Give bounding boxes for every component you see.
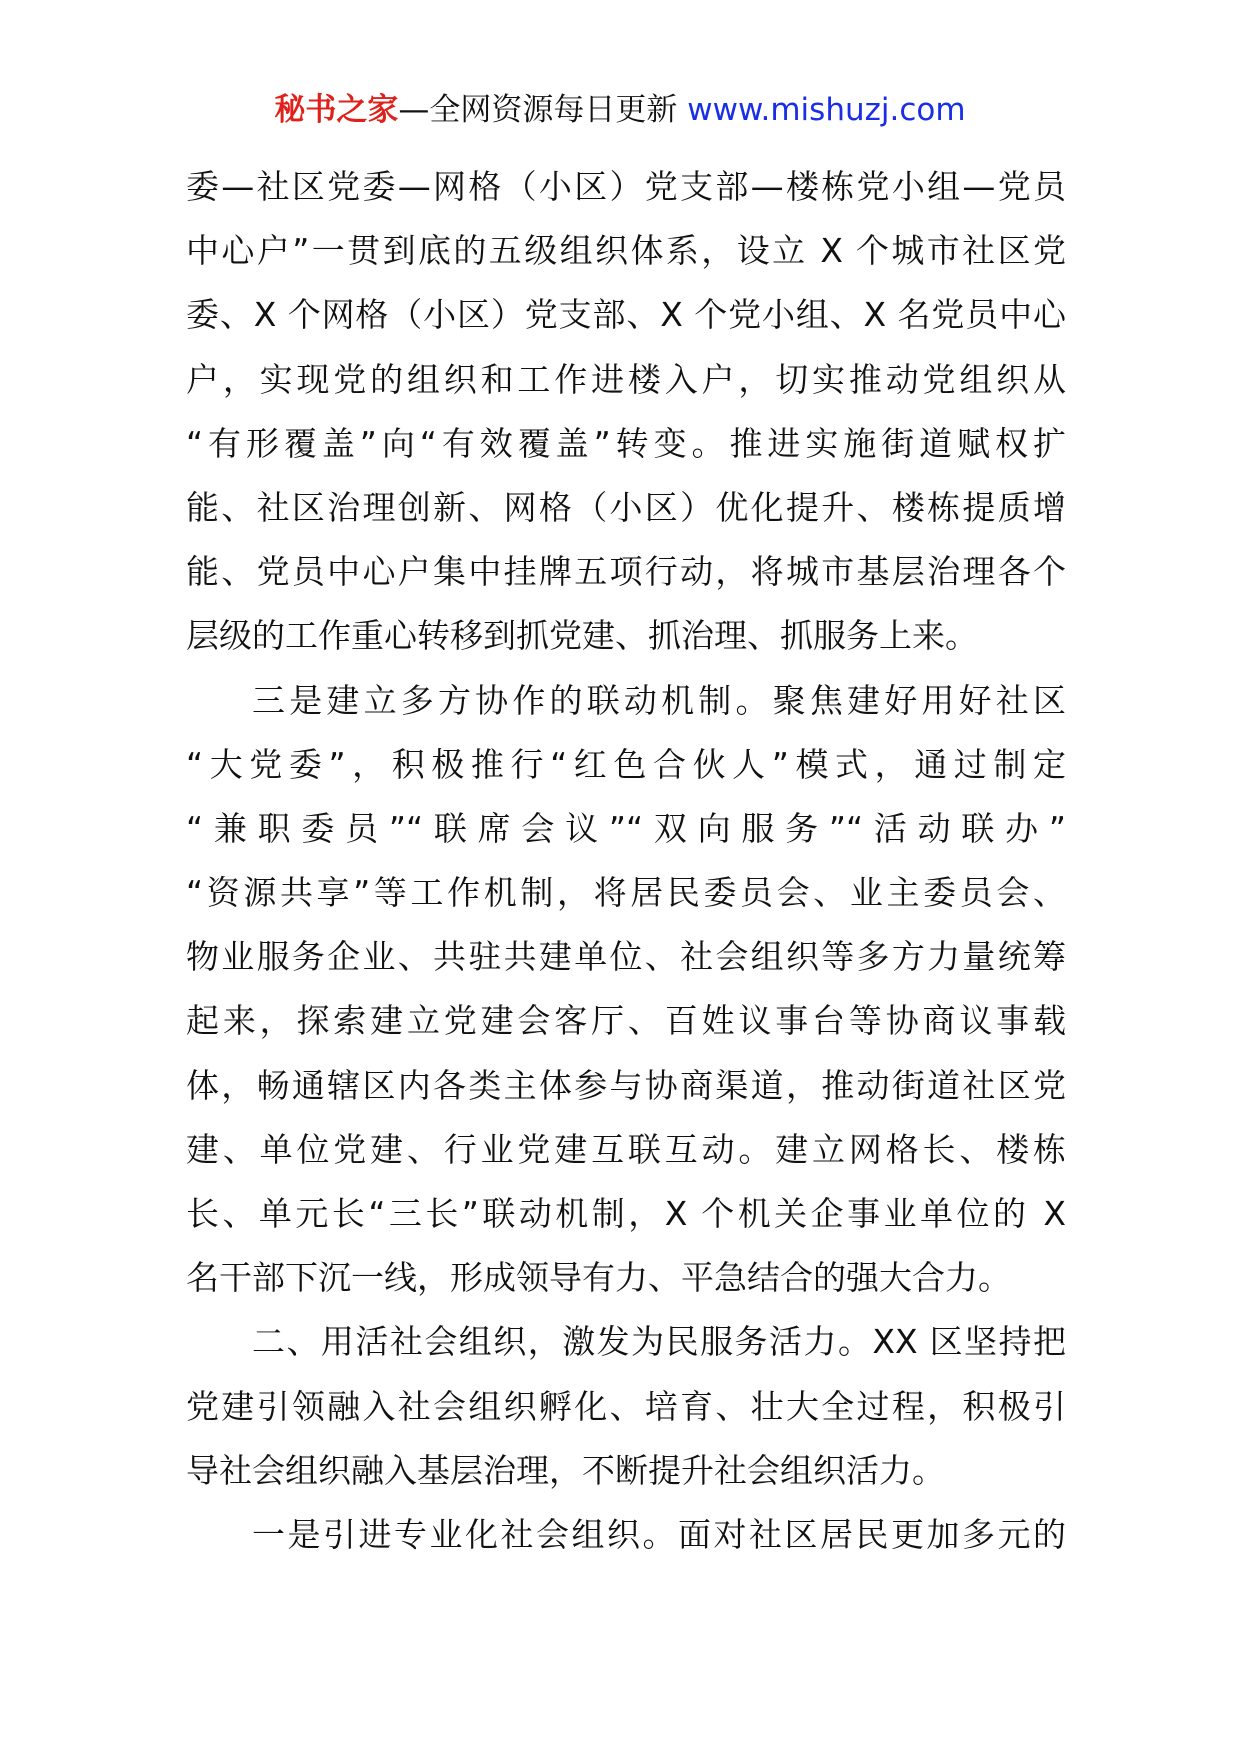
text-line: “有形覆盖”向“有效覆盖”转变。推进实施街道赋权扩 — [186, 423, 1066, 463]
text-line: 党建引领融入社会组织孵化、培育、壮大全过程，积极引 — [186, 1386, 1066, 1426]
text-line: 中心户”一贯到底的五级组织体系，设立 X 个城市社区党 — [186, 231, 1066, 271]
text-line: 名干部下沉一线，形成领导有力、平急结合的强大合力。 — [186, 1258, 1011, 1298]
text-line: 委—社区党委—网格（小区）党支部—楼栋党小组—党员 — [186, 167, 1066, 206]
brand-name: 秘书之家 — [274, 92, 399, 128]
text-line: 长、单元长“三长”联动机制，X 个机关企事业单位的 X — [186, 1194, 1066, 1233]
paragraph-start-line: 三是建立多方协作的联动机制。聚焦建好用好社区 — [252, 680, 1066, 720]
text-line: “大党委”，积极推行“红色合伙人”模式，通过制定 — [186, 744, 1066, 784]
text-line: 户，实现党的组织和工作进楼入户，切实推动党组织从 — [186, 359, 1066, 399]
text-line: “兼职委员”“联席会议”“双向服务”“活动联办” — [186, 808, 1066, 848]
paragraph-start-line: 二、用活社会组织，激发为民服务活力。XX 区坚持把 — [252, 1322, 1066, 1362]
text-line: 体，畅通辖区内各类主体参与协商渠道，推动街道社区党 — [186, 1065, 1066, 1105]
header-tagline: —全网资源每日更新 — [398, 92, 688, 128]
site-header — [0, 88, 1240, 132]
text-line: 能、党员中心户集中挂牌五项行动，将城市基层治理各个 — [186, 552, 1066, 592]
text-line: 能、社区治理创新、网格（小区）优化提升、楼栋提质增 — [186, 487, 1066, 527]
text-line: 物业服务企业、共驻共建单位、社会组织等多方力量统筹 — [186, 937, 1066, 977]
text-line: 导社会组织融入基层治理，不断提升社会组织活力。 — [186, 1450, 945, 1490]
text-line: 层级的工作重心转移到抓党建、抓治理、抓服务上来。 — [186, 616, 978, 656]
paragraph-start-line: 一是引进专业化社会组织。面对社区居民更加多元的 — [252, 1514, 1066, 1554]
text-line: 委、X 个网格（小区）党支部、X 个党小组、X 名党员中心 — [186, 295, 1066, 335]
site-url-link[interactable]: www.mishuzj.com — [687, 92, 966, 128]
text-line: “资源共享”等工作机制，将居民委员会、业主委员会、 — [186, 873, 1066, 913]
document-body — [186, 155, 1066, 1567]
text-line: 起来，探索建立党建会客厅、百姓议事台等协商议事载 — [186, 1001, 1066, 1041]
text-line: 建、单位党建、行业党建互联互动。建立网格长、楼栋 — [186, 1129, 1066, 1169]
